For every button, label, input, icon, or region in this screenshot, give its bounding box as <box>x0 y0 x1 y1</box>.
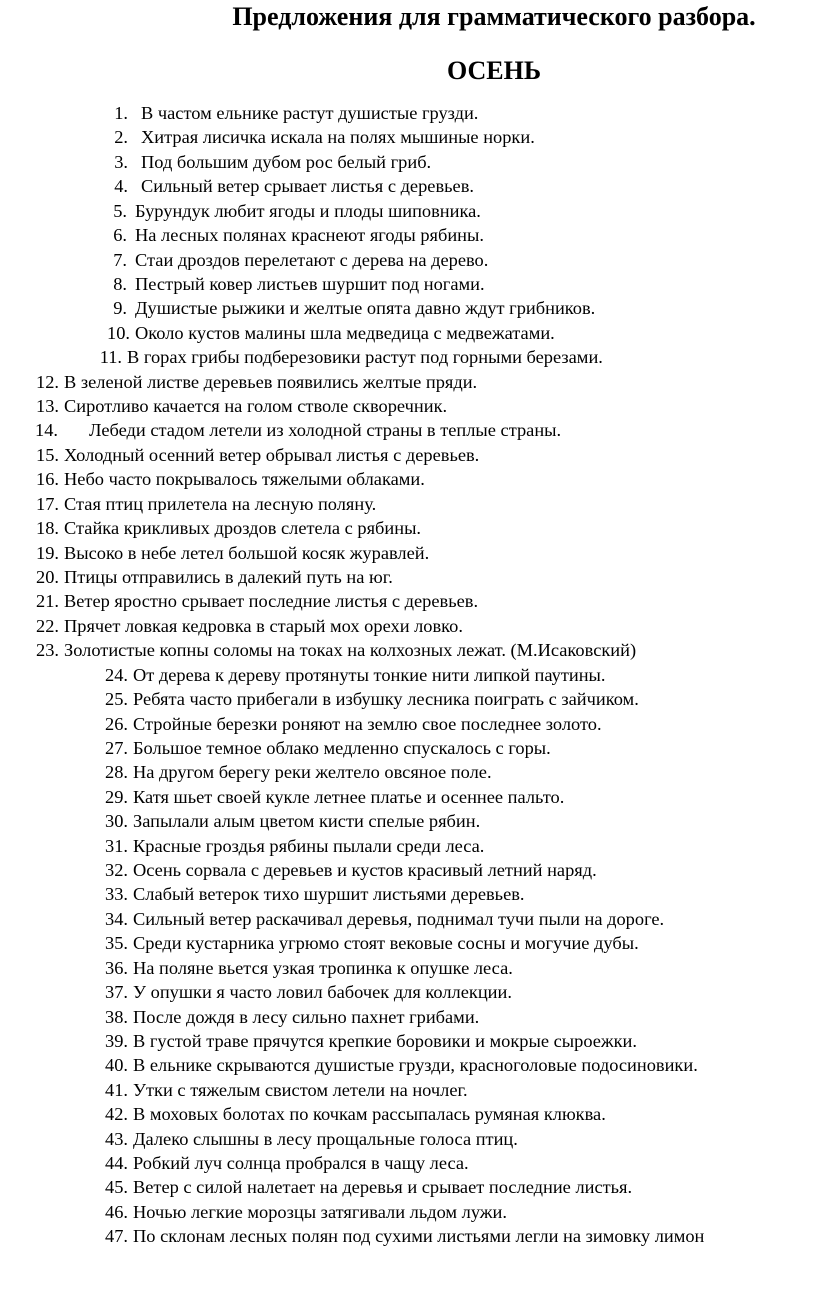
list-item <box>114 125 535 149</box>
list-item <box>114 101 479 125</box>
list-item-text: Запылали алым цветом кисти спелые рябин. <box>133 811 481 832</box>
list-item-text: Стройные березки роняют на землю свое последнее золото. <box>133 713 602 734</box>
page-title: Предложения для грамматического разбора. <box>232 2 756 31</box>
list-item-text: Хитрая лисичка искала на полях мышиные норки. <box>141 127 535 148</box>
list-item-number: 34. <box>105 908 128 929</box>
list-item-number: 28. <box>105 762 128 783</box>
list-item <box>105 882 525 906</box>
list-item-text: Душистые рыжики и желтые опята давно ждут грибников. <box>135 298 596 319</box>
list-item-text: В зеленой листве деревьев появились желтые пряди. <box>64 371 478 392</box>
list-item-text: Золотистые копны соломы на токах на колхозных лежат. (М.Исаковский) <box>64 640 637 661</box>
list-item <box>105 956 513 980</box>
list-item-text: Стаи дроздов перелетают с дерева на дерево. <box>135 249 489 270</box>
list-item <box>36 565 393 589</box>
list-item <box>114 174 474 198</box>
list-item <box>105 687 639 711</box>
list-item-number: 15. <box>36 444 59 465</box>
list-item-number: 1. <box>114 103 128 123</box>
list-item-text: От дерева к дереву протянуты тонкие нити липкой паутины. <box>133 664 606 685</box>
list-item <box>114 150 432 174</box>
list-item-text: Робкий луч солнца пробрался в чащу леса. <box>133 1153 469 1174</box>
list-item <box>105 1127 518 1151</box>
list-item-text: Сиротливо качается на голом стволе скворечник. <box>64 396 448 417</box>
list-item-text: Ребята часто прибегали в избушку лесника поиграть с зайчиком. <box>133 689 639 710</box>
list-item-text: Стая птиц прилетела на лесную поляну. <box>64 493 377 514</box>
list-item-text: Пестрый ковер листьев шуршит под ногами. <box>135 273 485 294</box>
list-item <box>105 1175 633 1199</box>
list-item-text: Сильный ветер раскачивал деревья, поднимал тучи пыли на дороге. <box>133 908 665 929</box>
list-item-text: Лебеди стадом летели из холодной страны в теплые страны. <box>89 420 562 441</box>
list-item-text: Сильный ветер срывает листья с деревьев. <box>141 176 474 197</box>
list-item <box>105 1200 507 1224</box>
list-item-number: 33. <box>105 884 128 905</box>
list-item-text: Прячет ловкая кедровка в старый мох орехи ловко. <box>64 615 463 636</box>
list-item-number: 37. <box>105 982 128 1003</box>
list-item <box>105 663 606 687</box>
list-item-number: 23. <box>36 640 59 661</box>
list-item-number: 36. <box>105 957 128 978</box>
list-item <box>105 1102 606 1126</box>
list-item <box>113 272 485 296</box>
list-item <box>107 321 555 345</box>
list-item <box>105 760 492 784</box>
list-item <box>105 1151 469 1175</box>
list-item-number: 32. <box>105 860 128 881</box>
list-item-number: 7. <box>113 249 127 270</box>
list-item-text: Большое темное облако медленно спускалось с горы. <box>133 737 551 758</box>
list-item-text: В горах грибы подберезовики растут под горными березами. <box>127 347 603 368</box>
list-item-number: 40. <box>105 1055 128 1076</box>
list-item-text: Бурундук любит ягоды и плоды шиповника. <box>135 200 481 221</box>
list-item-number: 3. <box>114 151 128 172</box>
list-item-number: 17. <box>36 493 59 514</box>
list-item-text: В частом ельнике растут душистые грузди. <box>141 103 479 123</box>
list-item <box>105 1029 637 1053</box>
list-item <box>36 516 422 540</box>
list-item-number: 30. <box>105 811 128 832</box>
list-item <box>113 296 596 320</box>
list-item-number: 2. <box>114 127 128 148</box>
list-item-number: 27. <box>105 737 128 758</box>
list-item <box>105 785 565 809</box>
list-item-text: Стайка крикливых дроздов слетела с рябины. <box>64 518 422 539</box>
list-item <box>105 858 597 882</box>
list-item-number: 13. <box>36 396 59 417</box>
list-item-text: У опушки я часто ловил бабочек для коллекции. <box>133 982 512 1003</box>
list-item-text: Под большим дубом рос белый гриб. <box>141 151 432 172</box>
list-item <box>105 1053 698 1077</box>
list-item <box>105 809 481 833</box>
list-item-number: 46. <box>105 1201 128 1222</box>
page-subtitle: ОСЕНЬ <box>446 56 542 85</box>
list-item-text: Среди кустарника угрюмо стоят вековые сосны и могучие дубы. <box>133 933 639 954</box>
list-item <box>105 736 551 760</box>
list-item-number: 24. <box>105 664 128 685</box>
list-item <box>36 370 478 394</box>
list-item-text: Ночью легкие морозцы затягивали льдом лужи. <box>133 1201 507 1222</box>
list-item-number: 19. <box>36 542 59 563</box>
list-item <box>113 223 484 247</box>
list-item-text: Далеко слышны в лесу прощальные голоса птиц. <box>133 1128 518 1149</box>
list-item-number: 9. <box>113 298 127 319</box>
list-item-text: В моховых болотах по кочкам рассыпалась румяная клюква. <box>133 1104 606 1125</box>
list-item-number: 4. <box>114 176 128 197</box>
list-item-text: На лесных полянах краснеют ягоды рябины. <box>135 225 484 246</box>
list-item-text: Красные гроздья рябины пылали среди леса. <box>133 835 485 856</box>
list-item-text: Ветер яростно срывает последние листья с деревьев. <box>64 591 479 612</box>
list-item-number: 45. <box>105 1177 128 1198</box>
list-item-text: Утки с тяжелым свистом летели на ночлег. <box>133 1079 468 1100</box>
list-item-number: 25. <box>105 689 128 710</box>
list-item <box>105 907 665 931</box>
list-item <box>99 345 603 369</box>
list-item-text: Птицы отправились в далекий путь на юг. <box>64 566 393 587</box>
list-item <box>105 931 639 955</box>
list-item-number: 6. <box>113 225 127 246</box>
list-item <box>105 980 512 1004</box>
list-item-number: 16. <box>36 469 59 490</box>
list-item <box>105 1224 705 1248</box>
list-item-text: В ельнике скрываются душистые грузди, красноголовые подосиновики. <box>133 1055 698 1076</box>
list-item-text: На другом берегу реки желтело овсяное поле. <box>133 762 492 783</box>
list-item-text: После дождя в лесу сильно пахнет грибами. <box>133 1006 480 1027</box>
list-item <box>36 614 463 638</box>
list-item-number: 12. <box>36 371 59 392</box>
list-item <box>105 834 485 858</box>
list-item-text: Высоко в небе летел большой косяк журавлей. <box>64 542 430 563</box>
list-item-text: Ветер с силой налетает на деревья и срывает последние листья. <box>133 1177 633 1198</box>
list-item-number: 20. <box>36 566 59 587</box>
list-item <box>36 443 480 467</box>
list-item-number: 18. <box>36 518 59 539</box>
list-item-number: 8. <box>113 273 127 294</box>
list-item-number: 11. <box>99 347 122 368</box>
list-item <box>36 589 479 613</box>
list-item-number: 47. <box>105 1226 128 1247</box>
list-item-text: Осень сорвала с деревьев и кустов красивый летний наряд. <box>133 860 597 881</box>
list-item-text: Около кустов малины шла медведица с медвежатами. <box>135 322 555 343</box>
list-item <box>105 712 602 736</box>
list-item <box>36 638 637 662</box>
list-item-number: 22. <box>36 615 59 636</box>
list-item <box>105 1005 480 1029</box>
list-item-text: На поляне вьется узкая тропинка к опушке леса. <box>133 957 513 978</box>
list-item-text: В густой траве прячутся крепкие боровики и мокрые сыроежки. <box>133 1030 637 1051</box>
list-item-number: 10. <box>107 322 130 343</box>
list-item-text: Холодный осенний ветер обрывал листья с деревьев. <box>64 444 480 465</box>
list-item <box>36 492 377 516</box>
list-item-number: 39. <box>105 1030 128 1051</box>
list-item <box>36 467 425 491</box>
list-item-number: 29. <box>105 786 128 807</box>
list-item-number: 41. <box>105 1079 128 1100</box>
list-item-number: 38. <box>105 1006 128 1027</box>
list-item-number: 42. <box>105 1104 128 1125</box>
list-item-text: Небо часто покрывалось тяжелыми облаками. <box>64 469 425 490</box>
list-item <box>36 394 448 418</box>
list-item-number: 14. <box>35 420 58 441</box>
list-item <box>35 418 562 442</box>
list-item-number: 21. <box>36 591 59 612</box>
list-item <box>105 1078 468 1102</box>
list-item-text: Катя шьет своей кукле летнее платье и осеннее пальто. <box>133 786 565 807</box>
list-item-number: 43. <box>105 1128 128 1149</box>
list-item-number: 35. <box>105 933 128 954</box>
list-item-number: 26. <box>105 713 128 734</box>
list-item <box>36 541 430 565</box>
list-item <box>113 248 489 272</box>
list-item-text: Слабый ветерок тихо шуршит листьями деревьев. <box>133 884 525 905</box>
list-item-text: По склонам лесных полян под сухими листьями легли на зимовку лимон <box>133 1226 705 1247</box>
list-item-number: 5. <box>113 200 127 221</box>
list-item <box>113 199 481 223</box>
list-item-number: 44. <box>105 1153 128 1174</box>
list-item-number: 31. <box>105 835 128 856</box>
